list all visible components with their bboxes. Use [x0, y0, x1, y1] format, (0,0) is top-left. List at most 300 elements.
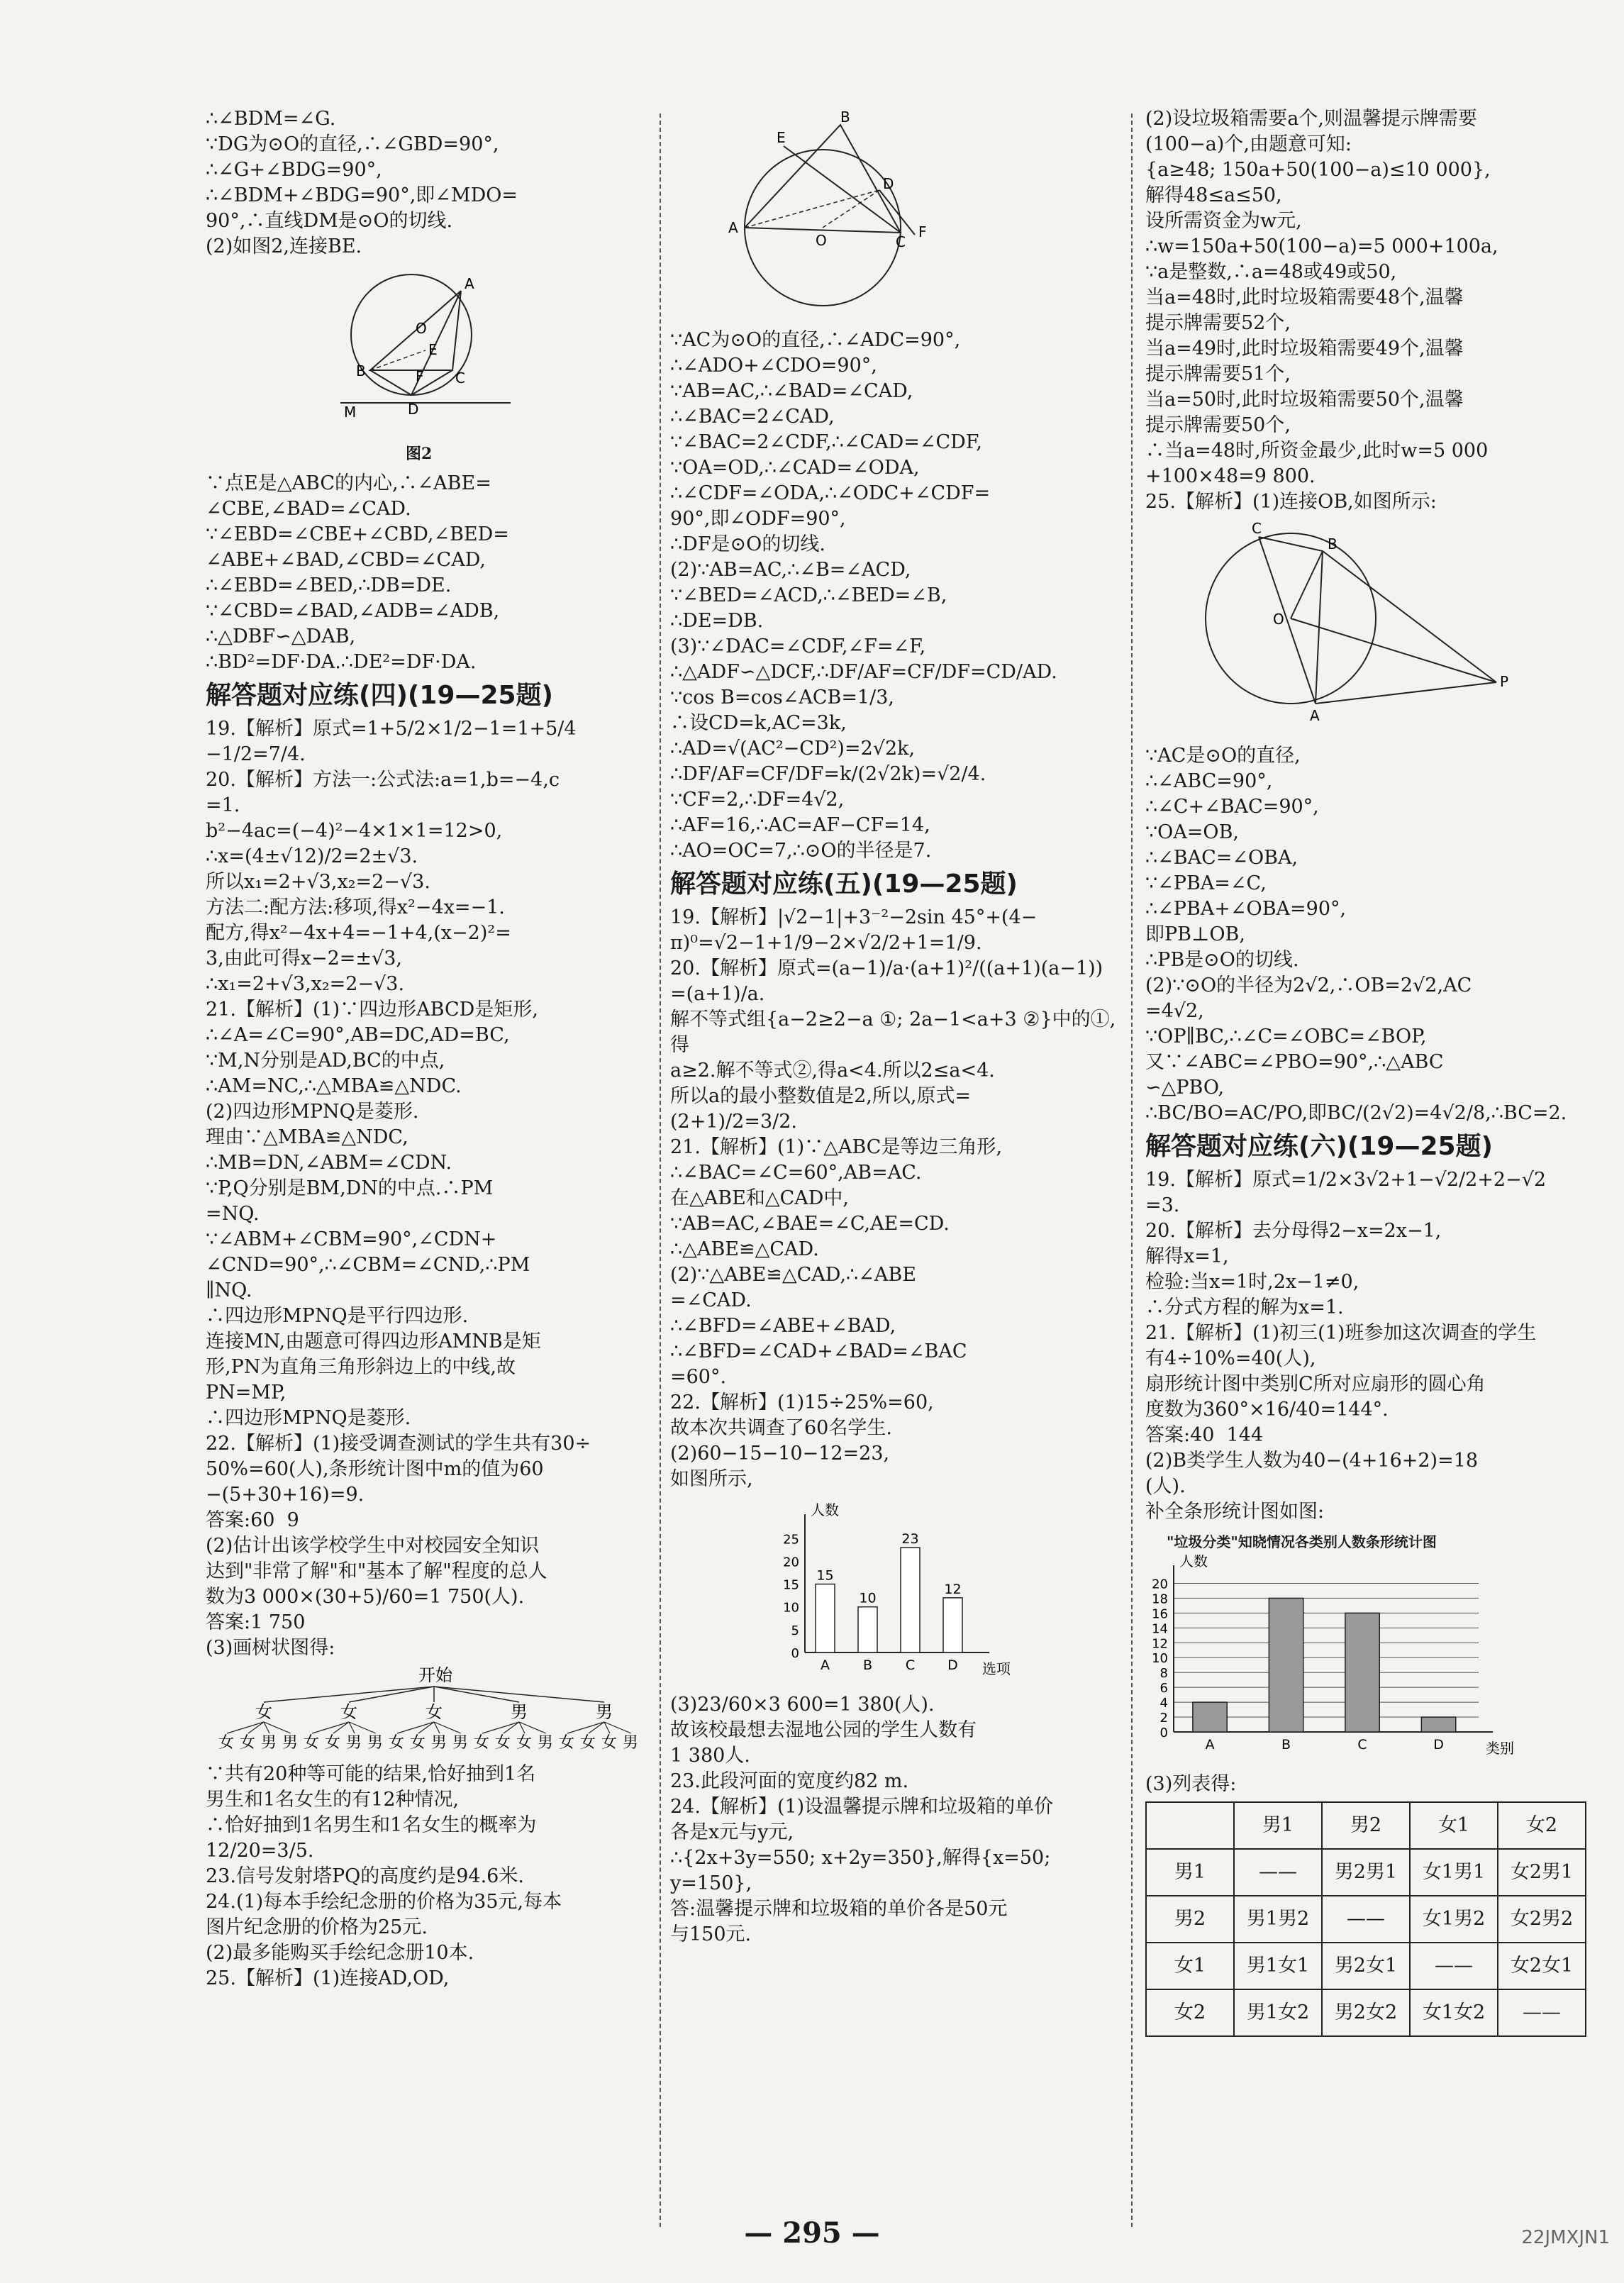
text-line: ∵a是整数,∴a=48或49或50, — [1145, 261, 1397, 283]
text-line: ∴BC/BO=AC/PO,即BC/(2√2)=4√2/8,∴BC=2. — [1145, 1102, 1567, 1124]
text-line: ∴DF是⊙O的切线. — [670, 533, 825, 555]
tree-branch — [418, 1722, 434, 1733]
y-axis-label: 人数 — [811, 1501, 839, 1518]
text-line: (3)∵∠DAC=∠CDF,∠F=∠F, — [670, 635, 926, 657]
x-tick-label: D — [947, 1657, 958, 1673]
tree-branch — [434, 1687, 604, 1702]
text-line: 19.【解析】原式=1+5/2×1/2−1=1+5/4 — [206, 718, 577, 740]
col1-lines-a — [206, 106, 652, 260]
text-line: 提示牌需要52个, — [1145, 312, 1291, 334]
text-line: 所以x₁=2+√3,x₂=2−√3. — [206, 871, 430, 893]
text-line: {a≥48; 150a+50(100−a)≤10 000}, — [1145, 159, 1491, 181]
column-divider — [1131, 113, 1133, 2227]
tree-node-level2: 男 — [431, 1734, 447, 1750]
svg-text:O: O — [1273, 611, 1284, 628]
circle-figure-2 — [206, 264, 652, 434]
col1-lines-b — [206, 471, 652, 675]
table-cell: —— — [1498, 1989, 1586, 2036]
text-line: ∵AB=AC,∴∠BAD=∠CAD, — [670, 380, 913, 402]
x-tick-label: B — [1281, 1737, 1291, 1752]
text-line: 22.【解析】(1)15÷25%=60, — [670, 1392, 934, 1413]
tree-branch — [567, 1722, 604, 1733]
text-line: 20.【解析】原式=(a−1)/a·(a+1)²/((a+1)(a−1)) — [670, 957, 1103, 979]
text-line: 当a=50时,此时垃圾箱需要50个,温馨 — [1145, 389, 1464, 411]
text-line: 答案:1 750 — [206, 1611, 306, 1633]
tree-branch — [248, 1722, 264, 1733]
y-tick-label: 14 — [1152, 1621, 1168, 1637]
col2-lines-b — [670, 905, 1124, 1492]
x-tick-label: D — [1433, 1737, 1444, 1752]
text-line: 形,PN为直角三角形斜边上的中线,故 — [206, 1356, 516, 1378]
y-tick-label: 18 — [1152, 1592, 1168, 1607]
table-cell: —— — [1234, 1849, 1322, 1896]
text-line: ∵AC为⊙O的直径,∴∠ADC=90°, — [670, 329, 961, 351]
y-tick-label: 20 — [783, 1555, 799, 1570]
y-tick-label: 2 — [1159, 1711, 1168, 1726]
text-line: 24.【解析】(1)设温馨提示牌和垃圾箱的单价 — [670, 1796, 1054, 1818]
tree-node-level2: 男 — [346, 1734, 362, 1750]
col1-lines-c — [206, 716, 652, 1661]
svg-text:O: O — [816, 232, 827, 249]
table-cell: 男2女1 — [1322, 1943, 1410, 1989]
tree-node-level2: 女 — [559, 1734, 575, 1750]
y-tick-label: 10 — [1152, 1651, 1168, 1667]
tree-branch — [312, 1722, 349, 1733]
x-tick-label: B — [862, 1657, 873, 1673]
svg-text:C: C — [455, 370, 465, 387]
x-tick-label: A — [821, 1657, 830, 1673]
tree-node-level2: 女 — [474, 1734, 490, 1750]
text-line: ∵共有20种等可能的结果,恰好抽到1名 — [206, 1763, 536, 1785]
text-line: 19.【解析】|√2−1|+3⁻²−2sin 45°+(4− — [670, 906, 1038, 928]
tree-node-level2: 女 — [325, 1734, 341, 1750]
text-line: 又∵∠ABC=∠PBO=90°,∴△ABC — [1145, 1051, 1444, 1073]
text-line: ∴AO=OC=7,∴⊙O的半径是7. — [670, 840, 932, 862]
svg-text:E: E — [428, 341, 438, 358]
text-line: =3. — [1145, 1194, 1180, 1216]
tree-node-level2: 男 — [282, 1734, 299, 1750]
text-line: =4√2, — [1145, 1000, 1204, 1022]
text-line: =(a+1)/a. — [670, 983, 765, 1005]
text-line: ∴PB是⊙O的切线. — [1145, 949, 1299, 971]
text-line: 配方,得x²−4x+4=−1+4,(x−2)²= — [206, 922, 511, 944]
table-cell: 男2女2 — [1322, 1989, 1410, 2036]
tree-node-level2: 女 — [304, 1734, 320, 1750]
tree-node-level2: 男 — [623, 1734, 639, 1750]
svg-text:O: O — [416, 320, 427, 337]
text-line: 方法二:配方法:移项,得x²−4x=−1. — [206, 896, 505, 918]
text-line: ∴四边形MPNQ是菱形. — [206, 1407, 411, 1429]
footer-code: 22JMXJN1 — [1521, 2227, 1610, 2248]
text-line: ∴∠BAC=2∠CAD, — [670, 406, 835, 428]
tree-node-level2: 女 — [516, 1734, 533, 1750]
table-cell: 女1女2 — [1410, 1989, 1498, 2036]
x-axis-label: 类别 — [1486, 1740, 1514, 1757]
text-line: π)⁰=√2−1+1/9−2×√2/2+1=1/9. — [670, 932, 982, 954]
bar-chart-1 — [670, 1496, 1124, 1688]
text-line: ∴∠ABC=90°, — [1145, 770, 1273, 792]
data-label: 15 — [816, 1567, 834, 1584]
table-cell: 男1男2 — [1234, 1896, 1322, 1943]
text-line: ∴恰好抽到1名男生和1名女生的概率为 — [206, 1814, 537, 1836]
text-line: ∴∠BFD=∠CAD+∠BAD=∠BAC — [670, 1340, 967, 1362]
text-line: (3)画树状图得: — [206, 1637, 335, 1659]
text-line: 达到"非常了解"和"基本了解"程度的总人 — [206, 1560, 547, 1582]
text-line: 23.此段河面的宽度约82 m. — [670, 1770, 909, 1792]
tree-branch — [264, 1687, 434, 1702]
text-line: (2)估计出该学校学生中对校园安全知识 — [206, 1535, 540, 1557]
table-cell: 女1男1 — [1410, 1849, 1498, 1896]
table-cell: 女1男2 — [1410, 1896, 1498, 1943]
text-line: 21.【解析】(1)∵△ABC是等边三角形, — [670, 1136, 1003, 1158]
text-line: 解得x=1, — [1145, 1245, 1229, 1267]
table-cell: 女1 — [1146, 1943, 1234, 1989]
tree-node-level2: 女 — [389, 1734, 405, 1750]
svg-text:A: A — [465, 275, 474, 292]
tree-branch — [264, 1722, 291, 1733]
svg-text:C: C — [896, 233, 906, 250]
bar-B — [858, 1607, 877, 1652]
tree-branch — [604, 1722, 631, 1733]
tree-root: 开始 — [418, 1665, 452, 1685]
tree-branch — [349, 1687, 434, 1702]
data-label: 10 — [859, 1590, 877, 1606]
text-line: 有4÷10%=40(人), — [1145, 1348, 1316, 1370]
text-line: 答案:60 9 — [206, 1509, 299, 1531]
text-line: 数为3 000×(30+5)/60=1 750(人). — [206, 1586, 525, 1608]
x-tick-label: C — [1357, 1737, 1367, 1752]
text-line: 当a=48时,此时垃圾箱需要48个,温馨 — [1145, 287, 1464, 309]
table-cell: 女2男1 — [1498, 1849, 1586, 1896]
text-line: 答:温馨提示牌和垃圾箱的单价各是50元 — [670, 1898, 1008, 1920]
y-tick-label: 8 — [1159, 1666, 1168, 1682]
tree-diagram-svg — [206, 1665, 652, 1750]
col3-lines-c — [1145, 1167, 1599, 1525]
text-line: 90°,即∠ODF=90°, — [670, 508, 846, 530]
svg-text:B: B — [1328, 535, 1337, 552]
text-line: ∴∠PBA+∠OBA=90°, — [1145, 898, 1347, 920]
text-line: =60°. — [670, 1366, 727, 1388]
tree-diagram — [206, 1665, 652, 1757]
text-line: 24.(1)每本手绘纪念册的价格为35元,每本 — [206, 1891, 562, 1913]
text-line: ∴x₁=2+√3,x₂=2−√3. — [206, 973, 405, 995]
text-line: 提示牌需要50个, — [1145, 414, 1291, 436]
tree-branch — [349, 1722, 376, 1733]
table-cell: 女2男2 — [1498, 1896, 1586, 1943]
text-line: (2)如图2,连接BE. — [206, 235, 362, 257]
y-tick-label: 10 — [783, 1600, 799, 1616]
table-cell: —— — [1322, 1896, 1410, 1943]
table-cell: 男1女1 — [1234, 1943, 1322, 1989]
text-line: 20.【解析】去分母得2−x=2x−1, — [1145, 1220, 1442, 1242]
text-line: ∵DG为⊙O的直径,∴∠GBD=90°, — [206, 133, 499, 155]
text-line: 解不等式组{a−2≥2−a ①; 2a−1<a+3 ②}中的①,得 — [670, 1009, 1116, 1056]
text-line: (2)B类学生人数为40−(4+16+2)=18 — [1145, 1450, 1479, 1472]
table-cell: 女2 — [1146, 1989, 1234, 2036]
text-line: ∵AC是⊙O的直径, — [1145, 745, 1301, 767]
text-line: ∵∠EBD=∠CBE+∠CBD,∠BED= — [206, 523, 509, 545]
text-line: PN=MP, — [206, 1382, 287, 1404]
text-line: ∽△PBO, — [1145, 1077, 1225, 1099]
text-line: ∴∠ADO+∠CDO=90°, — [670, 355, 877, 377]
section-title-5: 解答题对应练(五)(19—25题) — [670, 870, 1018, 899]
svg-text:D: D — [883, 175, 894, 192]
text-line: ∴AD=√(AC²−CD²)=2√2k, — [670, 738, 916, 760]
text-line: 检验:当x=1时,2x−1≠0, — [1145, 1271, 1359, 1293]
text-line: ∴DF/AF=CF/DF=k/(2√2k)=√2/4. — [670, 763, 986, 785]
text-line: ∴BD²=DF·DA.∴DE²=DF·DA. — [206, 651, 477, 673]
data-label: 23 — [901, 1531, 919, 1548]
tree-node-level2: 女 — [601, 1734, 618, 1750]
y-tick-label: 5 — [791, 1623, 799, 1638]
text-line: (2)∵AB=AC,∴∠B=∠ACD, — [670, 559, 911, 581]
text-line: −1/2=7/4. — [206, 743, 306, 765]
table-cell: 女1 — [1410, 1802, 1498, 1849]
table-cell: 男2男1 — [1322, 1849, 1410, 1896]
text-line: 各是x元与y元, — [670, 1821, 794, 1843]
text-line: 21.【解析】(1)初三(1)班参加这次调查的学生 — [1145, 1322, 1537, 1344]
svg-text:F: F — [918, 223, 927, 240]
y-tick-label: 16 — [1152, 1606, 1168, 1622]
text-line: ∴AF=16,∴AC=AF−CF=14, — [670, 814, 930, 836]
tree-node-level2: 男 — [538, 1734, 554, 1750]
tree-node-level1: 男 — [511, 1702, 528, 1722]
text-line: ∵AB=AC,∠BAE=∠C,AE=CD. — [670, 1213, 950, 1235]
text-line: 50%=60(人),条形统计图中m的值为60 — [206, 1458, 544, 1480]
svg-text:E: E — [777, 129, 786, 146]
svg-text:F: F — [416, 368, 424, 385]
text-line: ∴AM=NC,∴△MBA≌△NDC. — [206, 1075, 462, 1097]
tree-node-level2: 女 — [495, 1734, 511, 1750]
table-row — [1146, 1896, 1586, 1943]
text-line: ∠ABE+∠BAD,∠CBD=∠CAD, — [206, 549, 486, 571]
svg-text:B: B — [356, 362, 366, 379]
table-header-row — [1146, 1802, 1586, 1849]
text-line: 20.【解析】方法一:公式法:a=1,b=−4,c — [206, 769, 560, 791]
text-line: (2)设垃圾箱需要a个,则温馨提示牌需要 — [1145, 108, 1477, 130]
bar-chart-2-svg — [1145, 1555, 1599, 1760]
text-line: (人). — [1145, 1475, 1186, 1497]
table-cell: 女2 — [1498, 1802, 1586, 1849]
text-line: ∵∠BED=∠ACD,∴∠BED=∠B, — [670, 584, 947, 606]
text-line: +100×48=9 800. — [1145, 465, 1316, 487]
text-line: ∴{2x+3y=550; x+2y=350},解得{x=50; y=150}, — [670, 1847, 1057, 1894]
tree-branch — [333, 1722, 349, 1733]
col1-lines-d — [206, 1762, 652, 1992]
text-line: ∴∠A=∠C=90°,AB=DC,AD=BC, — [206, 1024, 510, 1046]
circle-figure-col2 — [670, 111, 1124, 323]
text-line: ∵∠CBD=∠BAD,∠ADB=∠ADB, — [206, 600, 500, 622]
text-line: 解得48≤a≤50, — [1145, 184, 1282, 206]
text-line: ∴当a=48时,所资金最少,此时w=5 000 — [1145, 440, 1489, 462]
text-line: 男生和1名女生的有12种情况, — [206, 1789, 460, 1811]
figure-2 — [206, 264, 652, 467]
text-line: ∵OA=OD,∴∠CAD=∠ODA, — [670, 457, 920, 479]
text-line: (100−a)个,由题意可知: — [1145, 133, 1352, 155]
text-line: ∵CF=2,∴DF=4√2, — [670, 789, 845, 811]
y-tick-label: 25 — [783, 1532, 799, 1548]
y-axis-label: 人数 — [1179, 1555, 1208, 1570]
text-line: ∴∠BFD=∠ABE+∠BAD, — [670, 1315, 896, 1337]
text-line: ∵P,Q分别是BM,DN的中点.∴PM — [206, 1177, 494, 1199]
table-row — [1146, 1989, 1586, 2036]
svg-text:A: A — [1310, 707, 1320, 724]
text-line: ∴分式方程的解为x=1. — [1145, 1296, 1344, 1318]
text-line: ∠CBE,∠BAD=∠CAD. — [206, 498, 411, 520]
y-tick-label: 0 — [791, 1646, 799, 1661]
col2-lines-a — [670, 328, 1124, 864]
text-line: 图片纪念册的价格为25元. — [206, 1916, 428, 1938]
bar-chart-1-svg — [670, 1496, 1124, 1681]
y-tick-label: 15 — [783, 1577, 799, 1593]
text-line: 90°,∴直线DM是⊙O的切线. — [206, 210, 453, 232]
text-line: 故本次共调查了60名学生. — [670, 1417, 892, 1439]
text-line: 故该校最想去湿地公园的学生人数有 — [670, 1719, 977, 1741]
text-line: 当a=49时,此时垃圾箱需要49个,温馨 — [1145, 338, 1464, 360]
tree-branch — [519, 1722, 546, 1733]
text-line: −(5+30+16)=9. — [206, 1484, 365, 1506]
y-tick-label: 20 — [1152, 1577, 1168, 1592]
text-line: 设所需资金为w元, — [1145, 210, 1302, 232]
tree-branch — [504, 1722, 519, 1733]
text-line: ∴∠BDM=∠G. — [206, 108, 336, 130]
tree-node-level1: 女 — [340, 1702, 357, 1722]
text-line: ∴DE=DB. — [670, 610, 764, 632]
text-line: 补全条形统计图如图: — [1145, 1501, 1325, 1523]
bar-A — [1193, 1702, 1227, 1732]
col3-lines-a — [1145, 106, 1599, 515]
table-cell: 男1 — [1234, 1802, 1322, 1849]
text-line: ∴∠G+∠BDG=90°, — [206, 159, 382, 181]
text-line: 21.【解析】(1)∵四边形ABCD是矩形, — [206, 999, 538, 1021]
text-line: ∵点E是△ABC的内心,∴∠ABE= — [206, 472, 491, 494]
tree-node-level2: 男 — [261, 1734, 277, 1750]
table-row — [1146, 1849, 1586, 1896]
svg-text:C: C — [1252, 520, 1262, 537]
text-line: ∴∠BAC=∠C=60°,AB=AC. — [670, 1162, 922, 1184]
tree-node-level1: 男 — [596, 1702, 613, 1722]
column-2 — [670, 106, 1124, 1948]
text-line: 连接MN,由题意可得四边形AMNB是矩 — [206, 1331, 541, 1352]
bar-D — [943, 1598, 962, 1652]
text-line: 所以a的最小整数值是2,所以,原式= — [670, 1085, 972, 1107]
text-line: ∴∠BDM+∠BDG=90°,即∠MDO= — [206, 184, 518, 206]
text-line: (2)最多能购买手绘纪念册10本. — [206, 1942, 474, 1964]
text-line: ∵cos B=cos∠ACB=1/3, — [670, 687, 894, 709]
svg-text:M: M — [344, 404, 357, 421]
text-line: 25.【解析】(1)连接AD,OD, — [206, 1967, 450, 1989]
tree-branch — [434, 1687, 519, 1702]
y-tick-label: 4 — [1159, 1696, 1168, 1711]
table-cell: —— — [1410, 1943, 1498, 1989]
text-line: 如图所示, — [670, 1468, 753, 1490]
text-line: ∥NQ. — [206, 1279, 252, 1301]
text-line: =∠CAD. — [670, 1289, 752, 1311]
tree-branch — [434, 1722, 461, 1733]
column-3 — [1145, 106, 1599, 2037]
section-title-4: 解答题对应练(四)(19—25题) — [206, 681, 554, 710]
col2-lines-c — [670, 1692, 1124, 1948]
x-tick-label: C — [905, 1657, 916, 1673]
text-line: 3,由此可得x−2=±√3, — [206, 948, 403, 970]
x-tick-label: A — [1205, 1737, 1215, 1752]
table-cell: 男1女2 — [1234, 1989, 1322, 2036]
text-line: ∠CND=90°,∴∠CBM=∠CND,∴PM — [206, 1254, 530, 1276]
text-line: ∴△ABE≌△CAD. — [670, 1238, 819, 1260]
text-line: ∴△ADF∽△DCF,∴DF/AF=CF/DF=CD/AD. — [670, 661, 1057, 683]
text-line: 22.【解析】(1)接受调查测试的学生共有30÷ — [206, 1433, 591, 1455]
text-line: b²−4ac=(−4)²−4×1×1=12>0, — [206, 820, 503, 842]
bar-D — [1421, 1717, 1455, 1732]
text-line: 25.【解析】(1)连接OB,如图所示: — [1145, 491, 1437, 513]
text-line: ∴∠EBD=∠BED,∴DB=DE. — [206, 574, 452, 596]
section-title-6: 解答题对应练(六)(19—25题) — [1145, 1132, 1494, 1161]
table-row — [1146, 1943, 1586, 1989]
tree-node-level1: 女 — [255, 1702, 272, 1722]
text-line: ∵∠PBA=∠C, — [1145, 872, 1267, 894]
text-line: ∴四边形MPNQ是平行四边形. — [206, 1305, 469, 1327]
text-line: ∴∠CDF=∠ODA,∴∠ODC+∠CDF= — [670, 482, 991, 504]
text-line: 提示牌需要51个, — [1145, 363, 1291, 385]
text-line: ∴∠C+∠BAC=90°, — [1145, 796, 1319, 818]
text-line: (3)23/60×3 600=1 380(人). — [670, 1694, 935, 1716]
text-line: (2)∵△ABE≌△CAD,∴∠ABE — [670, 1264, 916, 1286]
text-line: 在△ABE和△CAD中, — [670, 1187, 849, 1209]
svg-text:A: A — [728, 219, 738, 236]
outcome-table — [1145, 1801, 1586, 2037]
table-intro: (3)列表得: — [1145, 1773, 1237, 1795]
x-axis-label: 选项 — [982, 1660, 1011, 1677]
tree-node-level2: 女 — [580, 1734, 596, 1750]
table-cell: 男1 — [1146, 1849, 1234, 1896]
text-line: ∴MB=DN,∠ABM=∠CDN. — [206, 1152, 452, 1174]
text-line: =NQ. — [206, 1203, 260, 1225]
text-line: 23.信号发射塔PQ的高度约是94.6米. — [206, 1865, 524, 1887]
y-tick-label: 0 — [1159, 1726, 1168, 1740]
tree-node-level2: 男 — [367, 1734, 384, 1750]
table-cell: 男2 — [1322, 1802, 1410, 1849]
text-line: ∵OA=OB, — [1145, 821, 1239, 843]
bar-C — [901, 1548, 920, 1652]
text-line: =1. — [206, 794, 240, 816]
text-line: a≥2.解不等式②,得a<4.所以2≤a<4. — [670, 1060, 995, 1082]
text-line: 理由∵△MBA≌△NDC, — [206, 1126, 408, 1148]
data-label: 12 — [944, 1581, 962, 1597]
text-line: 答案:40 144 — [1145, 1424, 1264, 1446]
table-cell — [1146, 1802, 1234, 1849]
table-cell: 女2女1 — [1498, 1943, 1586, 1989]
text-line: ∴w=150a+50(100−a)=5 000+100a, — [1145, 235, 1498, 257]
text-line: ∴∠BAC=∠OBA, — [1145, 847, 1298, 869]
text-line: ∵∠BAC=2∠CDF,∴∠CAD=∠CDF, — [670, 431, 982, 453]
bar-chart-2 — [1145, 1529, 1599, 1767]
text-line: ∴△DBF∽△DAB, — [206, 626, 356, 648]
text-line: 扇形统计图中类别C所对应扇形的圆心角 — [1145, 1373, 1486, 1395]
bar-C — [1345, 1613, 1379, 1732]
text-line: (2)60−15−10−12=23, — [670, 1443, 890, 1465]
svg-text:B: B — [840, 111, 850, 126]
y-tick-label: 6 — [1159, 1681, 1168, 1696]
tree-branch — [482, 1722, 519, 1733]
text-line: ∴设CD=k,AC=3k, — [670, 712, 847, 734]
text-line: 1 380人. — [670, 1745, 750, 1767]
tree-node-level2: 女 — [410, 1734, 426, 1750]
tree-node-level2: 女 — [218, 1734, 235, 1750]
tree-node-level1: 女 — [426, 1702, 443, 1722]
column-1 — [206, 106, 652, 1992]
y-tick-label: 12 — [1152, 1636, 1168, 1652]
text-line: ∵OP∥BC,∴∠C=∠OBC=∠BOP, — [1145, 1026, 1427, 1048]
